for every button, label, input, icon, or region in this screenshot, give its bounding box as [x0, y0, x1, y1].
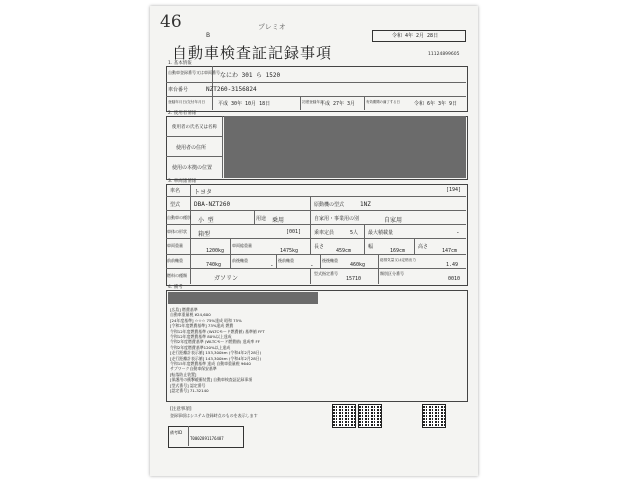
user-address-label: 使用者の住所	[176, 145, 207, 151]
expiry-label: 有効期間の満了する日	[366, 100, 400, 104]
document-title: 自動車検査証記録事項	[172, 44, 333, 62]
qr-code-1	[332, 404, 356, 428]
qr-code-3	[422, 404, 446, 428]
handwritten-number: 46	[160, 12, 182, 32]
remark-line: [24年度基準] ☆☆☆ 75%達成 昭和 75%	[170, 317, 242, 323]
weight-value: 1200kg	[206, 248, 225, 254]
base-location-label: 使用の本拠の位置	[172, 165, 213, 171]
vehicle-inspection-document	[150, 6, 478, 476]
remarks-id-label: 備考ID	[170, 430, 183, 435]
weight-label: 車両重量	[167, 243, 183, 248]
engine-label: 原動機の型式	[314, 202, 345, 208]
initial-reg-value: 平成 27年 3月	[320, 101, 356, 107]
notes-text: 登録事項はシステム登録時点のものを表示します	[170, 413, 258, 418]
displacement-value: 1.49	[446, 262, 459, 268]
remark-line: [転落防止装置]	[170, 371, 197, 377]
use-value: 乗用	[272, 217, 285, 224]
redacted-remarks-header	[168, 292, 318, 304]
length-value: 459cm	[336, 248, 352, 254]
axle-rr-value: 460kg	[350, 262, 366, 268]
expiry-value: 令和 6年 3年 9日	[414, 101, 458, 107]
chassis-label: 車台番号	[168, 87, 189, 93]
model-value: DBA-NZT260	[194, 201, 231, 208]
user-name-label: 使用者の氏名又は名称	[172, 125, 217, 130]
handwritten-note: プレミオ	[258, 23, 286, 31]
width-label: 幅	[368, 244, 374, 250]
axle-rr-label: 後後軸重	[322, 258, 338, 263]
model-label: 型式	[170, 202, 181, 208]
header-letter: B	[206, 32, 211, 39]
type-no-label: 型式指定番号	[314, 271, 338, 276]
remarks-id-value: T0002891176487	[190, 436, 224, 441]
kind-label: 自動車の種別	[167, 215, 191, 220]
remark-line: [広島] 燃費基準	[170, 307, 198, 312]
remarks-list	[170, 307, 330, 394]
section-1-heading: 1. 基本情報	[168, 61, 192, 66]
fuel-label: 燃料の種類	[167, 273, 187, 278]
capacity-label: 乗車定員	[314, 230, 335, 236]
remark-line: 令和2年度燃費基準 (WLTCモード燃費値) 達成率 FF	[170, 339, 261, 345]
remark-line: サブワーク自動車保安基準	[170, 366, 217, 372]
first-reg-value: 平成 30年 10月 18日	[218, 101, 271, 107]
remark-line: [走行距離計表示値] 153,300km (令和4年2月28日)	[170, 350, 262, 356]
chassis-value: NZT260-3156824	[206, 86, 257, 93]
section-2-heading: 2. 使用者情報	[168, 111, 197, 116]
fuel-value: ガソリン	[214, 275, 239, 282]
class-no-value: 0010	[448, 276, 461, 282]
remark-line: 令和15年度燃費基準 達成 自動車重量税 9640	[170, 361, 251, 367]
body-label: 車体の形状	[167, 229, 187, 234]
remark-line: 自動車重量税 ¥24,600	[170, 312, 211, 318]
axle-ff-label: 前前軸重	[167, 258, 183, 263]
maker-code: [194]	[446, 187, 462, 193]
gross-label: 車両総重量	[232, 243, 252, 248]
remark-line: [保護用の衝撃緩衝装置] 自動車検査証記録事項	[170, 377, 253, 383]
remark-line: [走行距離計表示値] 143,300km (令和4年2月28日)	[170, 355, 262, 361]
kind-value: 小 型	[198, 217, 214, 224]
remark-line: [令和2年度燃費基準] 73%達成 燃費	[170, 323, 234, 329]
redacted-user-info	[224, 116, 466, 178]
notes-heading: [注意事項]	[170, 407, 192, 412]
body-code: [001]	[286, 229, 302, 235]
class-no-label: 類別区分番号	[380, 271, 404, 276]
type-no-value: 15710	[346, 276, 362, 282]
issue-date: 令和 4年 2月 28日	[392, 33, 439, 39]
document-code: 11124899605	[428, 52, 460, 57]
section-3-heading: 3. 車両諸情報	[168, 179, 197, 184]
displacement-label: 総排気量又は定格出力	[380, 258, 416, 262]
remark-line: 令和2年度燃費基準120%以上達成	[170, 344, 231, 350]
maker-label: 車名	[170, 188, 181, 194]
engine-value: 1NZ	[360, 201, 371, 208]
height-label: 高さ	[418, 244, 429, 250]
remark-line: 令和12年度燃費基準 80%以上達成	[170, 334, 232, 340]
remark-line: [型式番号] 認定番号	[170, 382, 206, 388]
maxload-value: -	[456, 229, 460, 236]
maker-value: トヨタ	[194, 189, 213, 196]
body-value: 箱型	[198, 231, 211, 238]
purpose-value: 自家用	[384, 217, 403, 224]
height-value: 147cm	[442, 248, 458, 254]
first-reg-label: 登録年月日/交付年月日	[168, 100, 206, 104]
purpose-label: 自家用・事業用の別	[314, 216, 360, 222]
axle-rf-label: 後前軸重	[278, 258, 294, 263]
axle-fr-value: -	[270, 262, 274, 269]
gross-value: 1475kg	[280, 248, 299, 254]
width-value: 169cm	[390, 248, 406, 254]
remark-line: 令和12年度燃費基準 (WLTCモード燃費値) 基準値 FFT	[170, 328, 265, 334]
axle-fr-label: 前後軸重	[232, 258, 248, 263]
qr-code-2	[358, 404, 382, 428]
reg-number-value: なにわ 301 ら 1520	[220, 72, 281, 79]
reg-number-label: 自動車登録番号又は車両番号	[168, 70, 220, 75]
use-label: 用途	[256, 216, 267, 222]
initial-reg-label: 初度登録年月	[302, 100, 324, 104]
capacity-value: 5人	[350, 230, 359, 236]
maxload-label: 最大積載量	[368, 230, 394, 236]
axle-ff-value: 740kg	[206, 262, 222, 268]
axle-rf-value: -	[310, 262, 314, 269]
remark-line: [認定番号] 71-32140	[170, 388, 209, 394]
section-4-heading: 4. 備考	[168, 285, 183, 290]
length-label: 長さ	[314, 244, 325, 250]
